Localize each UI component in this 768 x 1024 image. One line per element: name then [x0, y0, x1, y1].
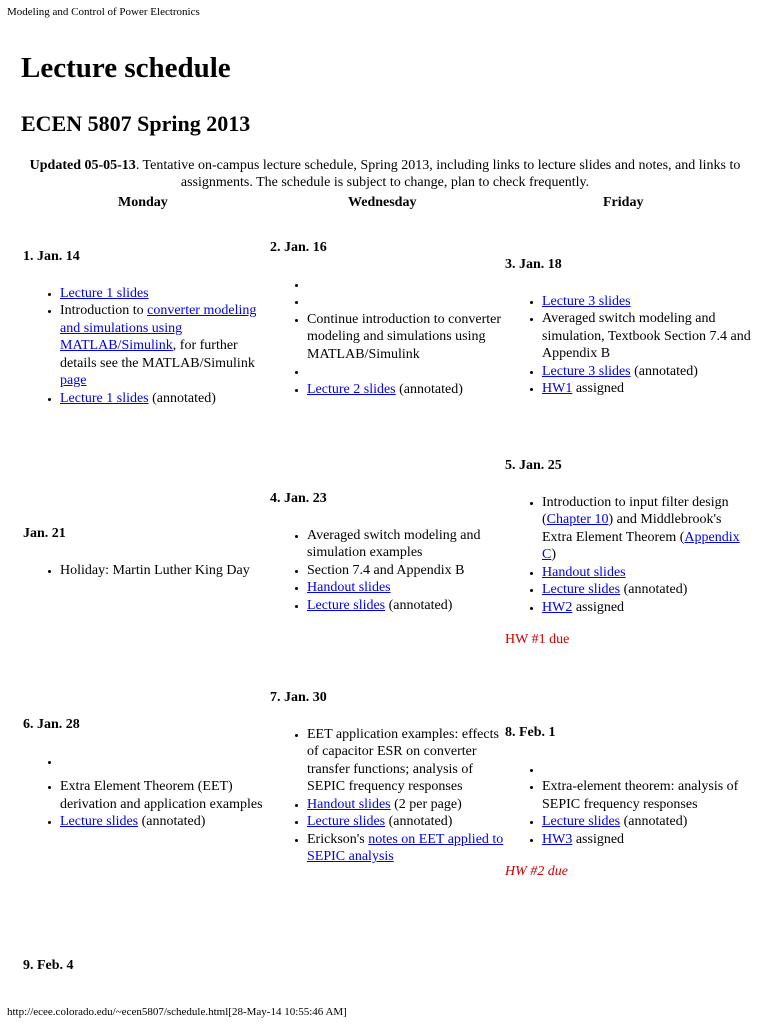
homework-due-note: HW #2 due	[505, 864, 568, 879]
lecture-items	[270, 527, 505, 615]
list-item: • Averaged switch modeling and simulation examples	[307, 527, 505, 562]
list-item: • Lecture 2 slides (annotated)	[307, 381, 505, 399]
lecture-date: 4. Jan. 23	[270, 491, 327, 506]
day-header-wednesday: Wednesday	[348, 195, 417, 210]
lecture-date: 5. Jan. 25	[505, 458, 562, 473]
hw2-link[interactable]: HW2	[542, 599, 573, 615]
list-item	[307, 293, 505, 311]
lecture-date: Jan. 21	[23, 526, 66, 541]
schedule-cell-jan-25	[505, 457, 755, 649]
list-item: • Extra Element Theorem (EET) derivation and application examples	[60, 778, 268, 813]
lecture-items	[270, 726, 505, 866]
list-item: • Erickson's notes on EET applied to SEPIC analysis	[307, 831, 505, 866]
list-item: • Handout slides (2 per page)	[307, 796, 505, 814]
list-item	[60, 753, 268, 771]
hw1-link[interactable]: HW1	[542, 381, 573, 396]
updated-label: Updated 05-05-13	[29, 158, 136, 173]
schedule-cell-jan-16	[270, 239, 505, 398]
lecture-date: 2. Jan. 16	[270, 240, 327, 255]
list-item	[542, 293, 755, 311]
lecture-date: 9. Feb. 4	[23, 958, 74, 973]
schedule-cell-jan-21	[23, 525, 268, 579]
list-item: • HW2 assigned	[542, 599, 755, 617]
handout-slides-link[interactable]: Handout slides	[307, 580, 391, 595]
matlab-page-link[interactable]: page	[60, 373, 87, 388]
lecture-date: 8. Feb. 1	[505, 725, 556, 740]
schedule-cell-jan-23	[270, 490, 505, 614]
list-item: • HW3 assigned	[542, 831, 755, 849]
intro-paragraph	[22, 157, 748, 191]
schedule-cell-jan-18	[505, 256, 755, 398]
lecture-3-slides-link[interactable]: Lecture 3 slides	[542, 293, 631, 309]
lecture-items	[505, 293, 755, 398]
lecture-1-slides-link[interactable]: Lecture 1 slides	[60, 285, 149, 301]
list-item: • Averaged switch modeling and simulation, Textbook Section 7.4 and Appendix B	[542, 310, 755, 363]
list-item	[60, 770, 268, 778]
lecture-date: 3. Jan. 18	[505, 257, 562, 272]
page-url-footer: http://ecee.colorado.edu/~ecen5807/schedule.html[28-May-14 10:55:46 AM]	[7, 1006, 347, 1018]
lecture-date: 6. Jan. 28	[23, 717, 80, 732]
lecture-slides-link[interactable]: Lecture slides	[542, 582, 621, 597]
schedule-cell-jan-30	[270, 689, 505, 866]
list-item	[542, 761, 755, 779]
lecture-2-slides-link[interactable]: Lecture 2 slides	[307, 381, 396, 397]
appendix-c-link[interactable]: Appendix C	[542, 529, 740, 562]
lecture-items	[23, 562, 268, 580]
list-item	[307, 363, 505, 381]
lecture-3-annotated-link[interactable]: Lecture 3 slides	[542, 363, 631, 379]
lecture-slides-link[interactable]: Lecture slides	[307, 814, 386, 829]
chapter-10-link[interactable]: Chapter 10	[546, 512, 609, 527]
list-item: • Lecture slides (annotated)	[542, 581, 755, 599]
list-item: • Continue introduction to converter modeling and simulations using MATLAB/Simulink	[307, 311, 505, 364]
intro-text: . Tentative on-campus lecture schedule, Spring 2013, including links to lecture slides and notes, and links to assignments. The schedule is subject to change, plan to check frequently.	[135, 158, 741, 190]
list-item: • Holiday: Martin Luther King Day	[60, 562, 268, 580]
list-item: • Lecture slides (annotated)	[307, 813, 505, 831]
course-title: ECEN 5807 Spring 2013	[21, 111, 251, 136]
homework-due-note: HW #1 due	[505, 632, 570, 647]
list-item: • EET application examples: effects of capacitor ESR on converter transfer functions; analysis of SEPIC frequency responses	[307, 726, 505, 796]
lecture-items	[505, 494, 755, 617]
list-item: • Extra-element theorem: analysis of SEPIC frequency responses	[542, 778, 755, 813]
page-title: Lecture schedule	[21, 52, 231, 84]
lecture-items	[23, 285, 263, 408]
lecture-date: 1. Jan. 14	[23, 249, 80, 264]
lecture-items	[505, 761, 755, 849]
schedule-cell-feb-1	[505, 724, 755, 881]
hw3-link[interactable]: HW3	[542, 831, 573, 847]
handout-slides-link[interactable]: Handout slides	[542, 564, 626, 580]
list-item: • Lecture slides (annotated)	[307, 597, 505, 615]
schedule-cell-jan-14	[23, 248, 263, 407]
list-item: • Lecture slides (annotated)	[60, 813, 268, 831]
list-item: • HW1 assigned	[542, 380, 755, 398]
schedule-cell-jan-28	[23, 716, 268, 831]
lecture-slides-link[interactable]: Lecture slides	[307, 597, 386, 613]
list-item	[307, 579, 505, 597]
list-item: • Lecture slides (annotated)	[542, 813, 755, 831]
list-item	[60, 285, 263, 303]
eet-sepic-notes-link[interactable]: notes on EET applied to SEPIC analysis	[307, 831, 504, 864]
converter-modeling-link[interactable]: converter modeling and simulations using MATLAB/Simulink	[60, 303, 257, 353]
day-header-friday: Friday	[603, 195, 644, 210]
site-title: Modeling and Control of Power Electronics	[7, 6, 200, 18]
list-item: • Introduction to input filter design (Chapter 10) and Middlebrook's Extra Element Theorem (Appendix C)	[542, 494, 755, 564]
lecture-slides-link[interactable]: Lecture slides	[60, 814, 139, 829]
list-item: • Introduction to converter modeling and simulations using MATLAB/Simulink, for further details see the MATLAB/Simulink page	[60, 302, 263, 390]
lecture-date: 7. Jan. 30	[270, 690, 327, 705]
handout-slides-link[interactable]: Handout slides	[307, 796, 391, 812]
schedule-cell-feb-4	[23, 957, 268, 994]
list-item: • Lecture 3 slides (annotated)	[542, 363, 755, 381]
day-header-monday: Monday	[118, 195, 168, 210]
list-item	[307, 276, 505, 294]
lecture-1-annotated-link[interactable]: Lecture 1 slides	[60, 390, 149, 406]
lecture-slides-link[interactable]: Lecture slides	[542, 814, 621, 829]
list-item: • Lecture 1 slides (annotated)	[60, 390, 263, 408]
lecture-items	[23, 753, 268, 831]
list-item	[542, 564, 755, 582]
lecture-items	[270, 276, 505, 399]
list-item: • Section 7.4 and Appendix B	[307, 562, 505, 580]
